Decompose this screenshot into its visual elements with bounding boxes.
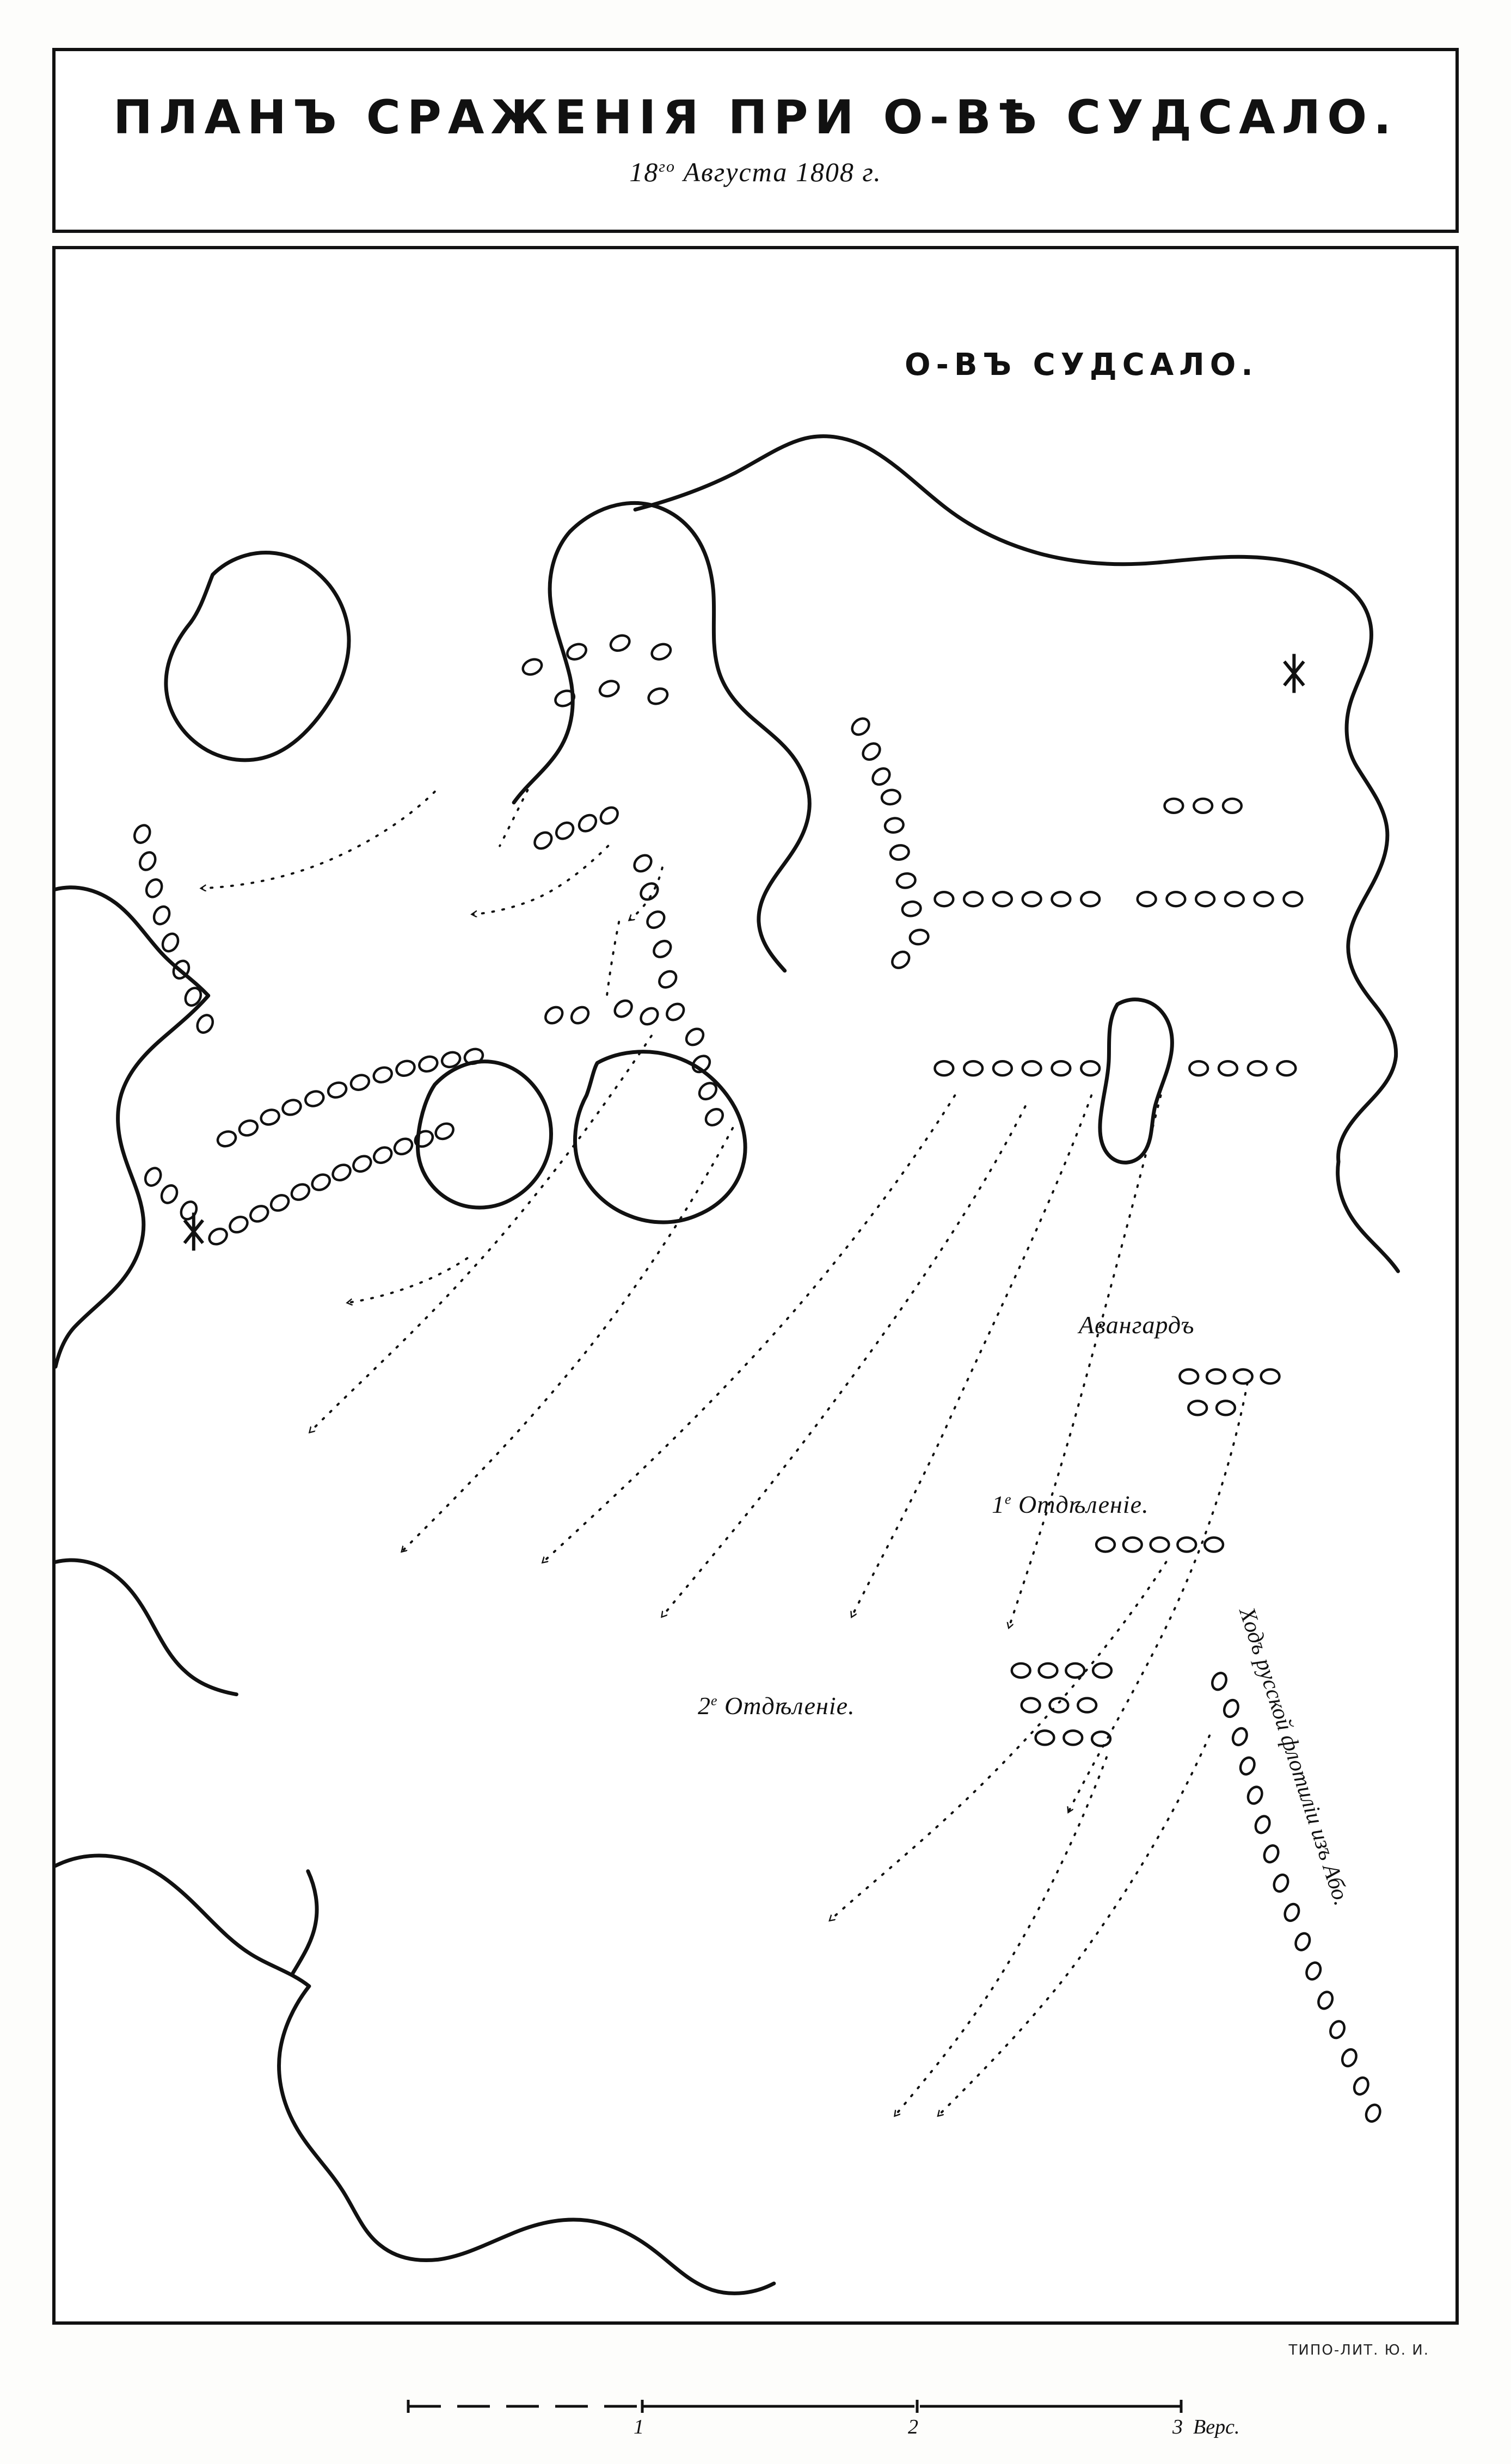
subtitle-rest: Августа 1808 г. xyxy=(683,157,882,188)
detachment-2-superscript: е xyxy=(711,1692,718,1709)
detachment-1-number: 1 xyxy=(992,1490,1005,1518)
page-title: ПЛАНЪ СРАЖЕНІЯ ПРИ О-ВѢ СУДСАЛО. xyxy=(113,90,1398,145)
scale-bar-labels xyxy=(403,2415,1240,2439)
subtitle-superscript: го xyxy=(659,157,675,176)
detachment-2-number: 2 xyxy=(698,1692,711,1720)
label-island-sudsalo: О-ВЪ СУДСАЛО. xyxy=(905,347,1258,383)
map-area xyxy=(52,246,1459,2325)
label-russian-flotilla-route: Ходъ русской флотиліи изъ Або. xyxy=(1234,1604,1355,1909)
movement-tracks xyxy=(202,792,1248,2115)
ship-symbols xyxy=(132,633,1383,2124)
scale-tick-1: 1 xyxy=(634,2416,644,2438)
label-vanguard: Авангардъ xyxy=(1079,1311,1195,1339)
map-drawing xyxy=(56,249,1455,2321)
subtitle-day: 18 xyxy=(629,157,659,188)
detachment-2-text: Отдѣленіе. xyxy=(724,1692,855,1720)
coastlines xyxy=(56,436,1398,2294)
detachment-1-text: Отдѣленіе. xyxy=(1018,1490,1149,1518)
page-subtitle xyxy=(629,156,881,188)
scale-tick-3: 3 xyxy=(1172,2416,1183,2438)
title-block xyxy=(52,48,1459,233)
scale-tick-2: 2 xyxy=(908,2416,918,2438)
printer-imprint: ТИПО-ЛИТ. Ю. И. xyxy=(1288,2342,1429,2358)
scale-bar-graphic xyxy=(403,2390,1219,2415)
detachment-1-superscript: е xyxy=(1005,1491,1012,1507)
scale-bar xyxy=(403,2390,1240,2439)
scale-unit-label: Верс. xyxy=(1193,2416,1240,2438)
